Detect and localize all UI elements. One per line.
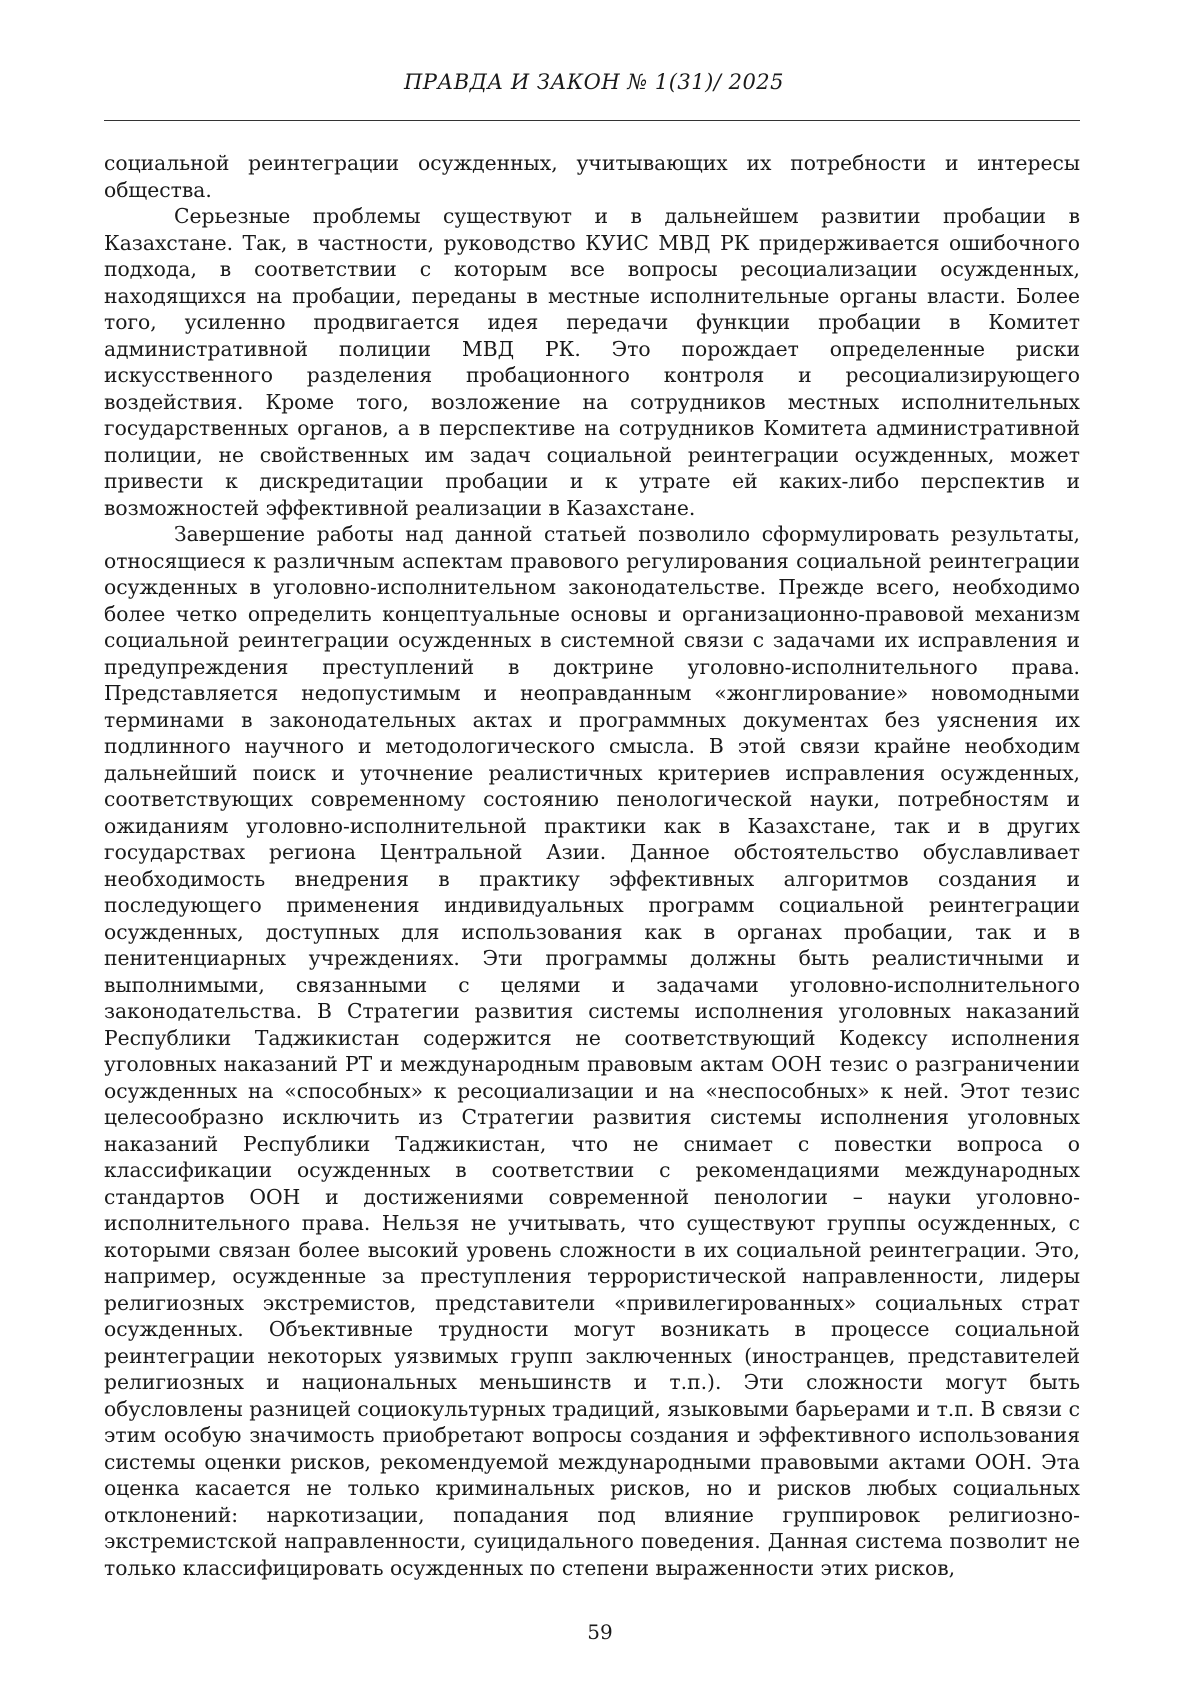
paragraph-continuation: социальной реинтеграции осужденных, учитывающих их потребности и интересы общества. (104, 151, 1080, 202)
page-number: 59 (587, 1620, 613, 1644)
paragraph-probation-problems: Серьезные проблемы существуют и в дальнейшем развитии пробации в Казахстане. Так, в частности, руководство КУИС МВД РК придерживается ошибочного подхода, в соответствии с которым все вопросы ресоциализации осужденных, находящихся на пробации, переданы в местные исполнительные органы власти. Более того, усиленно продвигается идея передачи функции пробации в Комитет административной полиции МВД РК. Это порождает определенные риски искусственного разделения пробационного контроля и ресоциализирующего воздействия. Кроме того, возложение на сотрудников местных исполнительных государственных органов, а в перспективе на сотрудников Комитета административной полиции, не свойственных им задач социальной реинтеграции осужденных, может привести к дискредитации пробации и к утрате ей каких-либо перспектив и возможностей эффективной реализации в Казахстане. (104, 204, 1080, 520)
header-divider (104, 120, 1080, 121)
article-body (104, 150, 1080, 1581)
paragraph-conclusions: Завершение работы над данной статьей позволило сформулировать результаты, относящиеся к различным аспектам правового регулирования социальной реинтеграции осужденных в уголовно-исполнительном законодательстве. Прежде всего, необходимо более четко определить концептуальные основы и организационно-правовой механизм социальной реинтеграции осужденных в системной связи с задачами их исправления и предупреждения преступлений в доктрине уголовно-исполнительного права. Представляется недопустимым и неоправданным «жонглирование» новомодными терминами в законодательных актах и программных документах без уяснения их подлинного научного и методологического смысла. В этой связи крайне необходим дальнейший поиск и уточнение реалистичных критериев исправления осужденных, соответствующих современному состоянию пенологической науки, потребностям и ожиданиям уголовно-исполнительной практики как в Казахстане, так и в других государствах региона Центральной Азии. Данное обстоятельство обуславливает необходимость внедрения в практику эффективных алгоритмов создания и последующего применения индивидуальных программ социальной реинтеграции осужденных, доступных для использования как в органах пробации, так и в пенитенциарных учреждениях. Эти программы должны быть реалистичными и выполнимыми, связанными с целями и задачами уголовно-исполнительного законодательства. В Стратегии развития системы исполнения уголовных наказаний Республики Таджикистан содержится не соответствующий Кодексу исполнения уголовных наказаний РТ и международным правовым актам ООН тезис о разграничении осужденных на «способных» к ресоциализации и на «неспособных» к ней. Этот тезис целесообразно исключить из Стратегии развития системы исполнения уголовных наказаний Республики Таджикистан, что не снимает с повестки вопроса о классификации осужденных в соответствии с рекомендациями международных стандартов ООН и достижениями современной пенологии – науки уголовно-исполнительного права. Нельзя не учитывать, что существуют группы осужденных, с которыми связан более высокий уровень сложности в их социальной реинтеграции. Это, например, осужденные за преступления террористической направленности, лидеры религиозных экстремистов, представители «привилегированных» социальных страт осужденных. Объективные трудности могут возникать в процессе социальной реинтеграции некоторых уязвимых групп заключенных (иностранцев, представителей религиозных и национальных меньшинств и т.п.). Эти сложности могут быть обусловлены разницей социокультурных традиций, языковыми барьерами и т.п. В связи с этим особую значимость приобретают вопросы создания и эффективного использования системы оценки рисков, рекомендуемой международными правовыми актами ООН. Эта оценка касается не только криминальных рисков, но и рисков любых социальных отклонений: наркотизации, попадания под влияние группировок религиозно-экстремистской направленности, суицидального поведения. Данная система позволит не только классифицировать осужденных по степени выраженности этих рисков, (104, 522, 1080, 1580)
running-header: ПРАВДА И ЗАКОН № 1(31)/ 2025 (403, 70, 785, 94)
